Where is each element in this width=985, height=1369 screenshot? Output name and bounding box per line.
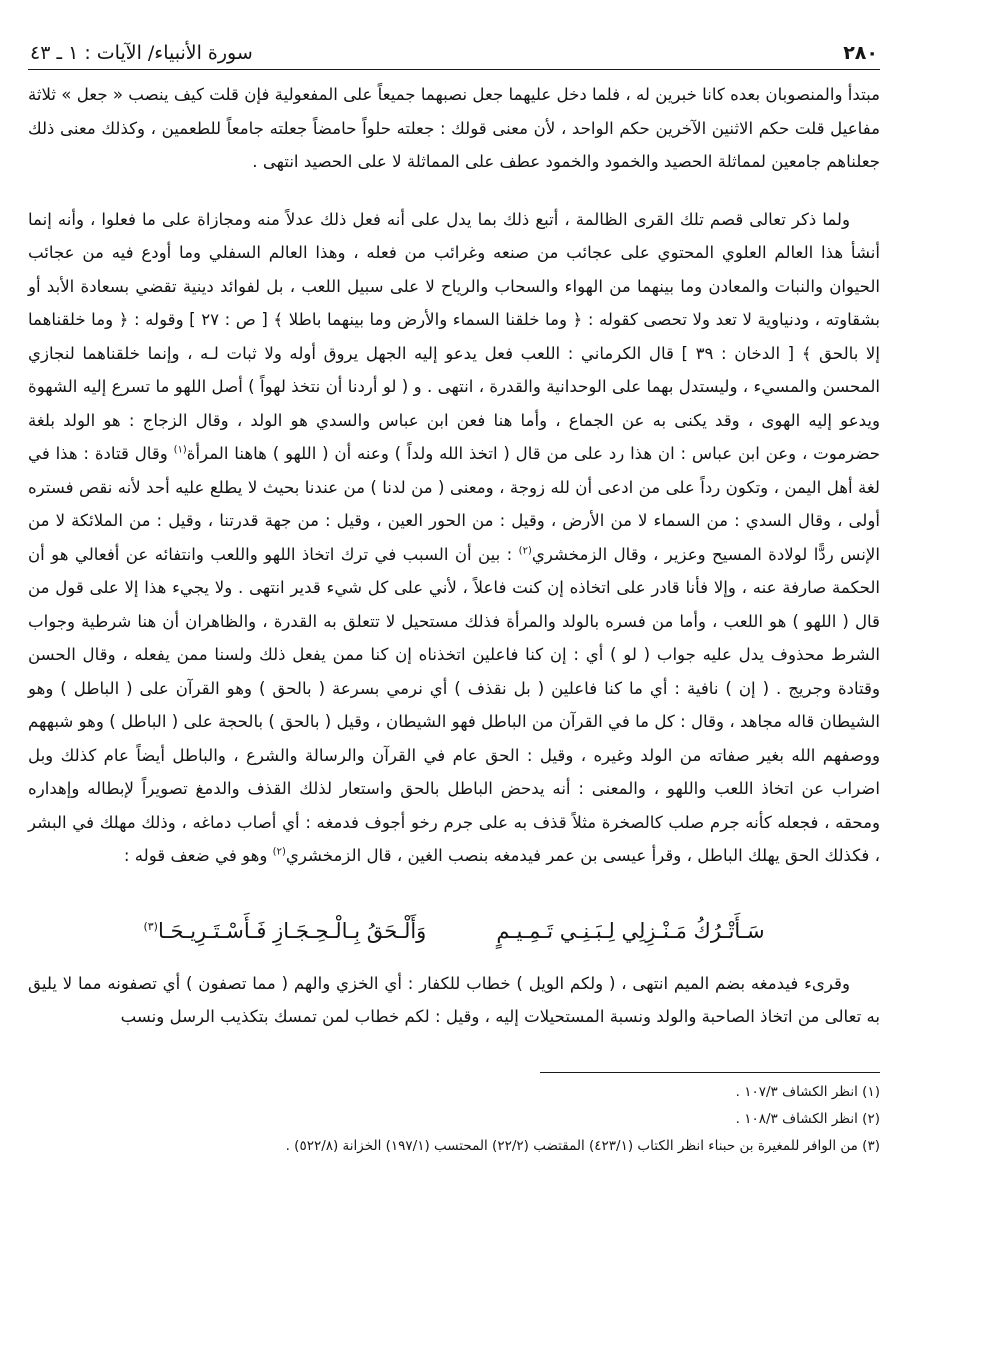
paragraph-2-part-a: وقال قتادة : هذا في لغة أهل اليمن ، وتكون رداً على من ادعى أن لله زوجة ، ومعنى ( من لدنا ) من عندنا بحيث لا يطلع عليه أحد لأنه نقص فستره أولى ، وقال السدي : من السماء لا من الأرض ، وقيل : من الحور العين ، وقيل : من جهة قدرتنا ، وقيل : من الملائكة لا من الإنس ردًّا لولادة المسيح وعزير ، وقال الزمخشري xyxy=(28,444,880,564)
footnote-1: (١) انظر الكشاف ١٠٧/٣ . xyxy=(735,1083,880,1100)
book-page xyxy=(28,40,880,1340)
footnote-ref-2b: (٢) xyxy=(272,846,286,858)
footnotes xyxy=(28,1079,880,1160)
paragraph-2-part-b: : بين أن السبب في ترك اتخاذ اللهو واللعب وانتفائه عن أفعالي هو أن الحكمة صارفة عنه ، وإلا فأنا قادر على اتخاذه إن كنت فاعلاً ، لأني على كل شيء قدير انتهى . ولا يجيء هذا إلا على قول من قال ( اللهو ) هو اللعب ، وأما من فسره بالولد والمرأة فذلك مستحيل لا تتعلق به القدرة ، والظاهران أن هنا شرطية وجواب الشرط محذوف يدل عليه جواب ( لو ) أي : إن كنا فاعلين اتخذناه إن كنا ممن يفعل ذلك ولسنا ممن يفعله ، وقال الحسن وقتادة وجريج . ( إن ) نافية : أي ما كنا فاعلين ( بل نقذف ) أي نرمي بسرعة ( بالحق ) وهو القرآن على ( الباطل ) وهو الشيطان قاله مجاهد ، وقال : كل ما في القرآن من الباطل فهو الشيطان ، وقيل ( بالحق ) بالحجة على ( الباطل ) وهو شبههم ووصفهم الله بغير صفاته من الولد وغيره ، وقيل : الحق عام في القرآن والرسالة والشرع ، والباطل أيضاً عام كذلك وبل اضراب عن اتخاذ اللعب واللهو ، والمعنى : أنه يدحض الباطل بالحق واستعار لذلك القذف والدمغ تصويراً لإبطاله وإهداره ومحقه ، فجعله كأنه جرم صلب كالصخرة مثلاً قذف به على جرم رخو أجوف فدمغه : أي أصاب دماغه ، وذلك مهلك في البشر ، فكذلك الحق يهلك الباطل ، وقرأ عيسى بن عمر فيدمغه بنصب الغين ، قال الزمخشري xyxy=(28,544,880,865)
paragraph-3: وقرىء فيدمغه بضم الميم انتهى ، ( ولكم الويل ) خطاب للكفار : أي الخزي والهم ( مما تصفون ) أي تصفونه مما لا يليق به تعالى من اتخاذ الصاحبة والولد ونسبة المستحيلات إليه ، وقيل : لكم خطاب لمن تمسك بتكذيب الرسل ونسب xyxy=(28,973,880,1026)
paragraph-2-start: ولما ذكر تعالى قصم تلك القرى الظالمة ، أتبع ذلك بما يدل على أنه فعل ذلك عدلاً منه ومجازاة على ما فعلوا ، وأنه إنما أنشأ هذا العالم العلوي المحتوي على عجائب من صنعه وغرائب من فعله ، وهذا العالم السفلي وما أودع فيه من عجائب الحيوان والنبات والمعادن وما بينهما من الهواء والسحاب والرياح لا على سبيل اللعب ، بل لفوائد دينية تقضي بسعادة الأبد أو بشقاوته ، ودنياوية لا تعد ولا تحصى كقوله : ﴿ وما خلقنا السماء والأرض وما بينهما باطلا ﴾ [ ص : ٢٧ ] وقوله : ﴿ وما خلقناهما إلا بالحق ﴾ [ الدخان : ٣٩ ] قال الكرماني : اللعب فعل يدعو إليه الجهل يروق أوله ولا ثبات لـه ، وإنما خلقناهما لنجازي المحسن والمسيء ، وليستدل بهما على الوحدانية والقدرة ، انتهى . و ( لو أردنا أن نتخذ لهواً ) أصل اللهو ما تسرع إليه الشهوة ويدعو إليه الهوى ، وقد يكنى به عن الجماع ، وأما هنا فعن ابن عباس والسدي هو الولد ، وقال الزجاج : هو الولد بلغة حضرموت ، وعن ابن عباس : ان هذا رد على من قال ( اتخذ الله ولداً ) وعنه أن ( اللهو ) هاهنا المرأة xyxy=(28,209,880,463)
footnote-divider xyxy=(540,1072,880,1073)
footnote-ref-3: (٣) xyxy=(143,919,158,933)
running-header xyxy=(28,40,880,70)
verse-hemistich-2 xyxy=(143,911,426,951)
paragraph-2-part-c: وهو في ضعف قوله : xyxy=(123,846,273,865)
footnote-3: (٣) من الوافر للمغيرة بن حبناء انظر الكتاب (٤٢٣/١) المقتضب (٢٢/٢) المحتسب (١٩٧/١) الخزانة (٥٢٢/٨) . xyxy=(285,1137,880,1154)
paragraph-1: مبتدأ والمنصوبان بعده كانا خبرين له ، فلما دخل عليهما جعل نصبهما جميعاً على المفعولية فإن قلت كيف ينصب « جعل » ثلاثة مفاعيل قلت حكم الاثنين الآخرين حكم الواحد ، لأن معنى قولك : جعلته حلواً حامضاً جعلته جامعاً للطعمين ، وكذلك معنى ذلك جعلناهم جامعين لمماثلة الحصيد والخمود والخمود عطف على المماثلة لا على الحصيد انتهى . xyxy=(28,85,880,171)
footnote-2: (٢) انظر الكشاف ١٠٨/٣ . xyxy=(735,1110,880,1127)
page-number: ٢٨٠ xyxy=(843,42,878,64)
poetry-verse xyxy=(28,911,880,951)
footnote-ref-2: (٢) xyxy=(518,544,532,556)
verse-hemistich-1: سَـأَتْـرُكُ مَـنْـزِلِي لِـبَـنِـي تَـمِـيـمٍ xyxy=(496,918,765,943)
paragraph-2 xyxy=(28,203,880,873)
running-title: سورة الأنبياء/ الآيات : ١ ـ ٤٣ xyxy=(30,42,253,64)
verse-hemistich-2-text: وَأَلْـحَقُ بِـالْـحِـجَـازِ فَـأَسْـتَـرِيـحَـا xyxy=(157,918,427,943)
main-text xyxy=(28,78,880,1034)
footnote-ref-1: (١) xyxy=(173,444,187,456)
